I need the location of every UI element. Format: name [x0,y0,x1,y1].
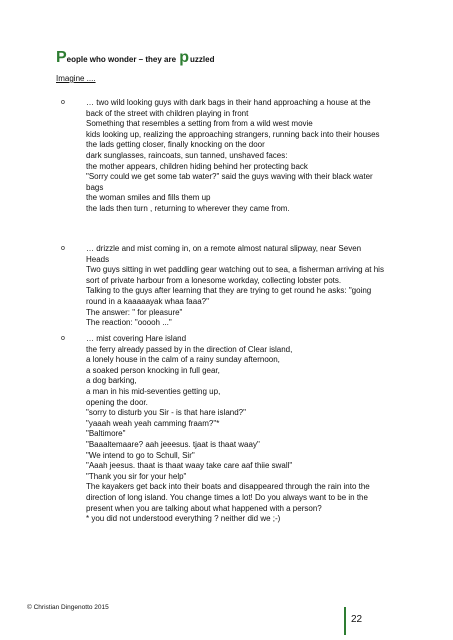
story-line: "Baltimore" [86,429,126,439]
story-line: Two guys sitting in wet paddling gear watching out to sea, a fisherman arriving at his [86,265,384,275]
page-number: 22 [351,614,363,625]
page-title [56,50,215,66]
story-line: The reaction: "ooooh ..." [86,318,172,328]
story-lines [86,98,416,215]
story-line: The kayakers get back into their boats and disappeared through the rain into the [86,482,370,492]
copyright-notice: © Christian Dingenotto 2015 [27,604,109,611]
page-number-divider [344,607,346,635]
title-initial-p-lower: p [179,49,190,66]
bullet-marker: o [61,245,65,252]
intro-label: Imagine .... [56,74,96,83]
story-line: Talking to the guys after learning that they are trying to get round he asks: "going [86,286,372,296]
title-text-part1: eople who wonder – they are [66,55,177,64]
bullet-marker: o [61,335,65,342]
story-line: back of the street with children playing in front [86,108,249,118]
story-line: "Thank you sir for your help" [86,471,187,481]
story-line: the lads getting closer, finally knocking on the door [86,140,265,150]
story-line: round in a kaaaaayak whaa faaa?" [86,296,209,306]
story-lines [86,334,416,525]
story-line: bags [86,182,104,192]
story-line: a dog barking, [86,376,137,386]
story-line: "sorry to disturb you Sir - is that hare island?" [86,408,246,418]
story-line: a man in his mid-seventies getting up, [86,386,221,396]
story-line: dark sunglasses, raincoats, sun tanned, unshaved faces: [86,150,288,160]
story-line: "Baaaltemaare? aah jeeesus. tjaat is thaat waay" [86,439,260,449]
story-line: "yaaah weah yeah camming fraam?"* [86,418,220,428]
story-line: direction of long island. You change times a lot! Do you always want to be in the [86,492,368,502]
story-line: present when you are talking about what happened with a person? [86,503,322,513]
story-line: "Sorry could we get some tab water?" said the guys waving with their black water [86,172,373,182]
story-item-3 [56,334,416,525]
story-line: a soaked person knocking in full gear, [86,365,220,375]
title-initial-p: P [56,49,67,66]
story-line: … drizzle and mist coming in, on a remote almost natural slipway, near Seven [86,244,362,253]
story-line: sort of private harbour from a lonesome workday, collecting lobster pots. [86,275,342,285]
story-line: … mist covering Hare island [86,334,187,343]
bullet-marker: o [61,99,65,106]
story-line: Something that resembles a setting from from a wild west movie [86,119,313,129]
story-line: the ferry already passed by in the direction of Clear island, [86,344,293,354]
story-line: the mother appears, children hiding behind her protecting back [86,161,308,171]
story-line: The answer: " for pleasure" [86,307,183,317]
story-lines [86,244,416,329]
story-line: the woman smiles and fills them up [86,193,211,203]
story-line: kids looking up, realizing the approaching strangers, running back into their houses [86,129,380,139]
story-item-2 [56,244,416,329]
story-line: "Aaah jeesus. thaat is thaat waay take care aaf thiie swall" [86,461,293,471]
story-line: "We intend to go to Schull, Sir" [86,450,195,460]
story-line: a lonely house in the calm of a rainy sunday afternoon, [86,355,280,365]
story-item-1 [56,98,416,215]
story-line: opening the door. [86,397,148,407]
story-line: Heads [86,254,110,264]
title-text-part2: uzzled [190,55,215,64]
story-line: … two wild looking guys with dark bags in their hand approaching a house at the [86,98,371,107]
story-line: the lads then turn , returning to wherever they came from. [86,203,290,213]
story-line: * you did not understood everything ? neither did we ;-) [86,514,281,524]
